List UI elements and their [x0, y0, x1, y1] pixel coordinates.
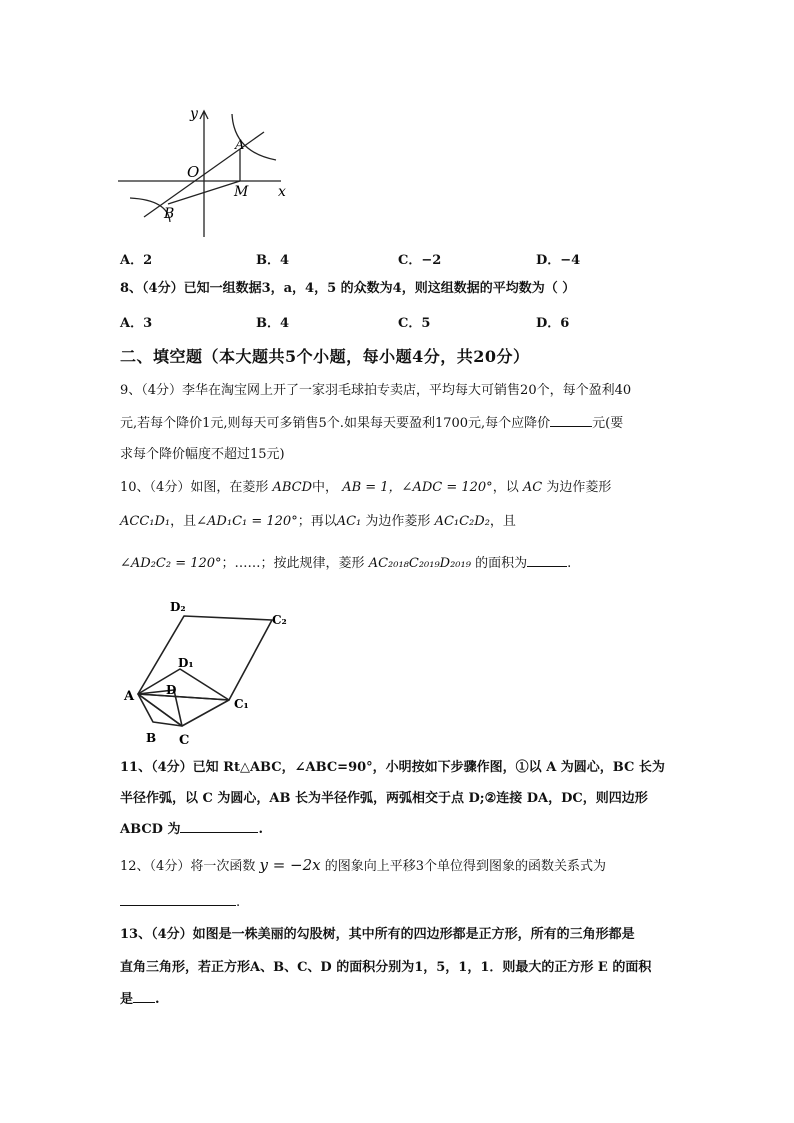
q8-option-a: A．3 [120, 316, 153, 331]
q13-line-3-tail: . [155, 992, 160, 1007]
label-B: B [146, 731, 157, 745]
q10-text-11: . [567, 556, 572, 571]
label-D2: D₂ [170, 600, 186, 614]
rhombus-figure [118, 596, 298, 748]
label-D: D [166, 683, 177, 697]
q10-math-ac1c2d2: AC₁C₂D₂ [434, 514, 490, 529]
label-y: y [190, 106, 198, 122]
q7-option-a: A．2 [120, 253, 153, 268]
q12-math-function: y = −2x [259, 856, 321, 874]
section-2-title: 二、填空题（本大题共5个小题，每小题4分，共20分） [120, 347, 530, 366]
label-B: B [164, 206, 175, 222]
label-x: x [278, 184, 286, 200]
q10-text-9: ；……；按此规律，菱形 [221, 556, 365, 571]
label-M: M [234, 184, 249, 200]
q10-answer-blank [527, 554, 567, 567]
q10-math-abcd: ABCD [272, 480, 313, 495]
label-C2: C₂ [272, 613, 287, 627]
q8-option-c: C．5 [398, 316, 431, 331]
diagonal-ac1 [138, 694, 229, 700]
q12-line-2-tail: . [236, 895, 241, 910]
q10-text-1: 10、（4分）如图，在菱形 [120, 480, 269, 495]
q13-line-2: 直角三角形，若正方形A、B、C、D 的面积分别为1，5，1，1．则最大的正方形 E 的面积 [120, 960, 652, 975]
q10-line-2 [120, 512, 516, 531]
q11-line-3-text: ABCD 为 [120, 822, 181, 837]
q7-option-d: D．−4 [536, 253, 581, 268]
q9-line-1: 9、（4分）李华在淘宝网上开了一家羽毛球拍专卖店，平均每大可销售20个，每个盈利40 [120, 383, 632, 398]
q10-math-conditions: AB = 1，∠ADC = 120° [342, 480, 493, 495]
q10-math-acc1d1: ACC₁D₁ [120, 514, 171, 529]
q12-text-1: 12、（4分）将一次函数 [120, 859, 256, 874]
q9-line-2-tail: 元(要 [592, 416, 624, 431]
q12-answer-blank [120, 893, 236, 906]
q13-line-3-text: 是 [120, 992, 134, 1007]
q10-math-ac1: AC₁ [336, 514, 362, 529]
q9-line-2-text: 元,若每个降价1元,则每天可多销售5个.如果每天要盈利1700元,每个应降价 [120, 416, 551, 431]
label-A: A [235, 138, 245, 153]
q10-text-8: ，且 [489, 514, 516, 529]
q10-text-4: 为边作菱形 [546, 480, 612, 495]
q10-text-7: 为边作菱形 [365, 514, 431, 529]
q11-answer-blank [180, 820, 258, 833]
q10-math-rhombus-2019: AC₂₀₁₈C₂₀₁₉D₂₀₁₉ [368, 556, 471, 571]
q9-line-2 [120, 414, 623, 433]
q13-line-1: 13、（4分）如图是一株美丽的勾股树，其中所有的四边形都是正方形，所有的三角形都是 [120, 927, 635, 942]
q11-line-2: 半径作弧，以 C 为圆心，AB 长为半径作弧，两弧相交于点 D;②连接 DA，DC，则四边形 [120, 791, 648, 806]
q10-text-3: ，以 [492, 480, 519, 495]
label-A: A [124, 689, 135, 704]
hyperbola-branch-1 [232, 114, 276, 160]
q10-math-angle-1: ∠AD₁C₁ = 120° [196, 514, 298, 529]
q11-line-3-tail: . [258, 822, 263, 837]
q11-line-1: 11、（4分）已知 Rt△ABC，∠ABC=90°，小明按如下步骤作图，①以 A 为圆心，BC 长为 [120, 760, 665, 775]
label-D1: D₁ [178, 656, 194, 670]
label-O: O [187, 163, 200, 181]
q12-line-2 [120, 893, 240, 912]
q10-text-6: ；再以 [297, 514, 337, 529]
label-C1: C₁ [234, 697, 249, 711]
q10-text-10: 的面积为 [475, 556, 528, 571]
q11-line-3 [120, 820, 263, 839]
hyperbola-figure [116, 100, 296, 240]
q10-line-1 [120, 478, 611, 497]
q10-line-3 [120, 554, 571, 573]
q10-text-5: ，且 [170, 514, 197, 529]
q12-text-2: 的图象向上平移3个单位得到图象的函数关系式为 [324, 859, 607, 874]
q7-option-c: C．−2 [398, 253, 442, 268]
q8-stem: 8、（4分）已知一组数据3，a，4，5 的众数为4，则这组数据的平均数为（ ） [120, 281, 576, 296]
rhombus-ac1c2d2 [138, 616, 272, 700]
q8-option-d: D．6 [536, 316, 570, 331]
q9-answer-blank [550, 414, 592, 427]
q8-option-b: B．4 [256, 316, 290, 331]
q12-line-1 [120, 856, 606, 876]
q7-option-b: B．4 [256, 253, 290, 268]
q10-math-angle-2: ∠AD₂C₂ = 120° [120, 556, 222, 571]
q10-text-2: 中， [312, 480, 339, 495]
q9-line-3: 求每个降价幅度不超过15元) [120, 447, 285, 462]
q10-math-ac: AC [522, 480, 543, 495]
label-C: C [179, 733, 190, 748]
q13-line-3 [120, 990, 160, 1009]
q13-answer-blank [133, 990, 155, 1003]
